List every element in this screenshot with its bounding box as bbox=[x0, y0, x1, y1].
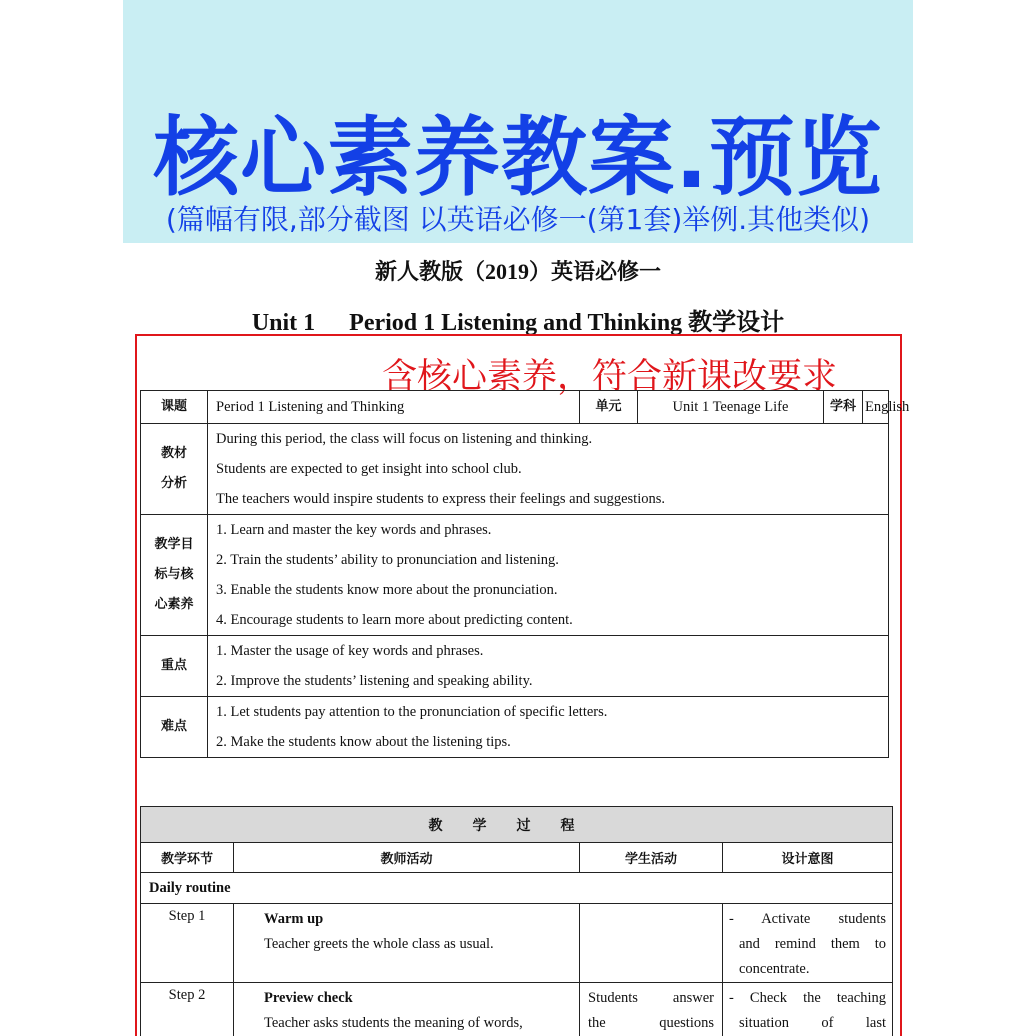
banner-subtitle: (篇幅有限,部分截图 以英语必修一(第1套)举例.其他类似) bbox=[165, 203, 871, 236]
process-heading: 教学过程 bbox=[141, 807, 893, 843]
process-heading-row bbox=[141, 807, 893, 843]
document-title: 新人教版（2019）英语必修一 bbox=[374, 259, 661, 284]
teacher-activity bbox=[234, 904, 580, 983]
subject-value: English bbox=[863, 391, 889, 424]
design-intent bbox=[723, 983, 893, 1036]
design-intent bbox=[723, 904, 893, 983]
key-point-line: 1. Master the usage of key words and phrases. bbox=[216, 643, 484, 659]
step-label: Step 2 bbox=[141, 983, 234, 1036]
goals-line: 4. Encourage students to learn more about predicting content. bbox=[216, 612, 573, 628]
key-points-label: 重点 bbox=[141, 636, 208, 697]
goals-line: 1. Learn and master the key words and phrases. bbox=[216, 522, 492, 538]
key-points-text bbox=[208, 636, 889, 697]
step-label: Step 1 bbox=[141, 904, 234, 983]
difficult-points-row bbox=[141, 697, 889, 758]
intent-line: - Check the teaching bbox=[729, 990, 886, 1006]
goals-label bbox=[141, 515, 208, 636]
student-activity bbox=[580, 983, 723, 1036]
col-student: 学生活动 bbox=[580, 843, 723, 873]
difficult-point-line: 2. Make the students know about the listening tips. bbox=[216, 734, 511, 750]
col-teacher: 教师活动 bbox=[234, 843, 580, 873]
intent-line: - Activate students bbox=[729, 911, 886, 927]
analysis-label bbox=[141, 424, 208, 515]
goals-label-line: 标与核 bbox=[154, 567, 194, 582]
section-row bbox=[141, 873, 893, 904]
goals-line: 3. Enable the students know more about the pronunciation. bbox=[216, 582, 558, 598]
course-row bbox=[141, 391, 889, 424]
course-label: 课题 bbox=[141, 391, 208, 424]
difficult-points-text bbox=[208, 697, 889, 758]
goals-line: 2. Train the students’ ability to pronunciation and listening. bbox=[216, 552, 559, 568]
promo-banner bbox=[123, 0, 913, 243]
col-stage: 教学环节 bbox=[141, 843, 234, 873]
section-label: Daily routine bbox=[141, 873, 893, 904]
difficult-points-label: 难点 bbox=[141, 697, 208, 758]
analysis-label-line: 分析 bbox=[160, 476, 187, 491]
period-label: Period 1 Listening and Thinking 教学设计 bbox=[349, 310, 785, 336]
process-columns-row bbox=[141, 843, 893, 873]
student-line: Students answer bbox=[588, 990, 714, 1006]
intent-line: concentrate. bbox=[739, 961, 810, 977]
goals-label-line: 心素养 bbox=[154, 597, 194, 612]
unit-title bbox=[0, 302, 1036, 337]
activity-title: Preview check bbox=[264, 990, 353, 1006]
goals-text bbox=[208, 515, 889, 636]
student-line: the questions bbox=[588, 1015, 714, 1031]
difficult-point-line: 1. Let students pay attention to the pronunciation of specific letters. bbox=[216, 704, 608, 720]
process-table bbox=[140, 806, 893, 1036]
activity-text: Teacher greets the whole class as usual. bbox=[264, 936, 494, 952]
step-row bbox=[141, 904, 893, 983]
banner-title: 核心素养教案.预览 bbox=[153, 108, 883, 208]
student-activity bbox=[580, 904, 723, 983]
goals-row bbox=[141, 515, 889, 636]
info-table bbox=[140, 390, 910, 758]
analysis-label-line: 教材 bbox=[160, 446, 187, 461]
analysis-line: The teachers would inspire students to express their feelings and suggestions. bbox=[216, 491, 665, 507]
unit-label: Unit 1 bbox=[251, 310, 316, 336]
teacher-activity bbox=[234, 983, 580, 1036]
goals-label-line: 教学目 bbox=[154, 537, 194, 552]
course-value: Period 1 Listening and Thinking bbox=[208, 391, 580, 424]
key-points-row bbox=[141, 636, 889, 697]
intent-line: situation of last bbox=[739, 1015, 886, 1031]
analysis-line: Students are expected to get insight into school club. bbox=[216, 461, 522, 477]
unit-label-cell: 单元 bbox=[580, 391, 638, 424]
col-intent: 设计意图 bbox=[723, 843, 893, 873]
step-row bbox=[141, 983, 893, 1036]
analysis-text bbox=[208, 424, 889, 515]
key-point-line: 2. Improve the students’ listening and speaking ability. bbox=[216, 673, 533, 689]
unit-value: Unit 1 Teenage Life bbox=[638, 391, 824, 424]
analysis-line: During this period, the class will focus on listening and thinking. bbox=[216, 431, 593, 447]
activity-text: Teacher asks students the meaning of words, bbox=[264, 1015, 523, 1031]
subject-label: 学科 bbox=[824, 391, 863, 424]
intent-line: and remind them to bbox=[739, 936, 886, 952]
red-note: 含核心素养，符合新课改要求 bbox=[382, 357, 838, 397]
analysis-row bbox=[141, 424, 889, 515]
activity-title: Warm up bbox=[264, 911, 324, 927]
